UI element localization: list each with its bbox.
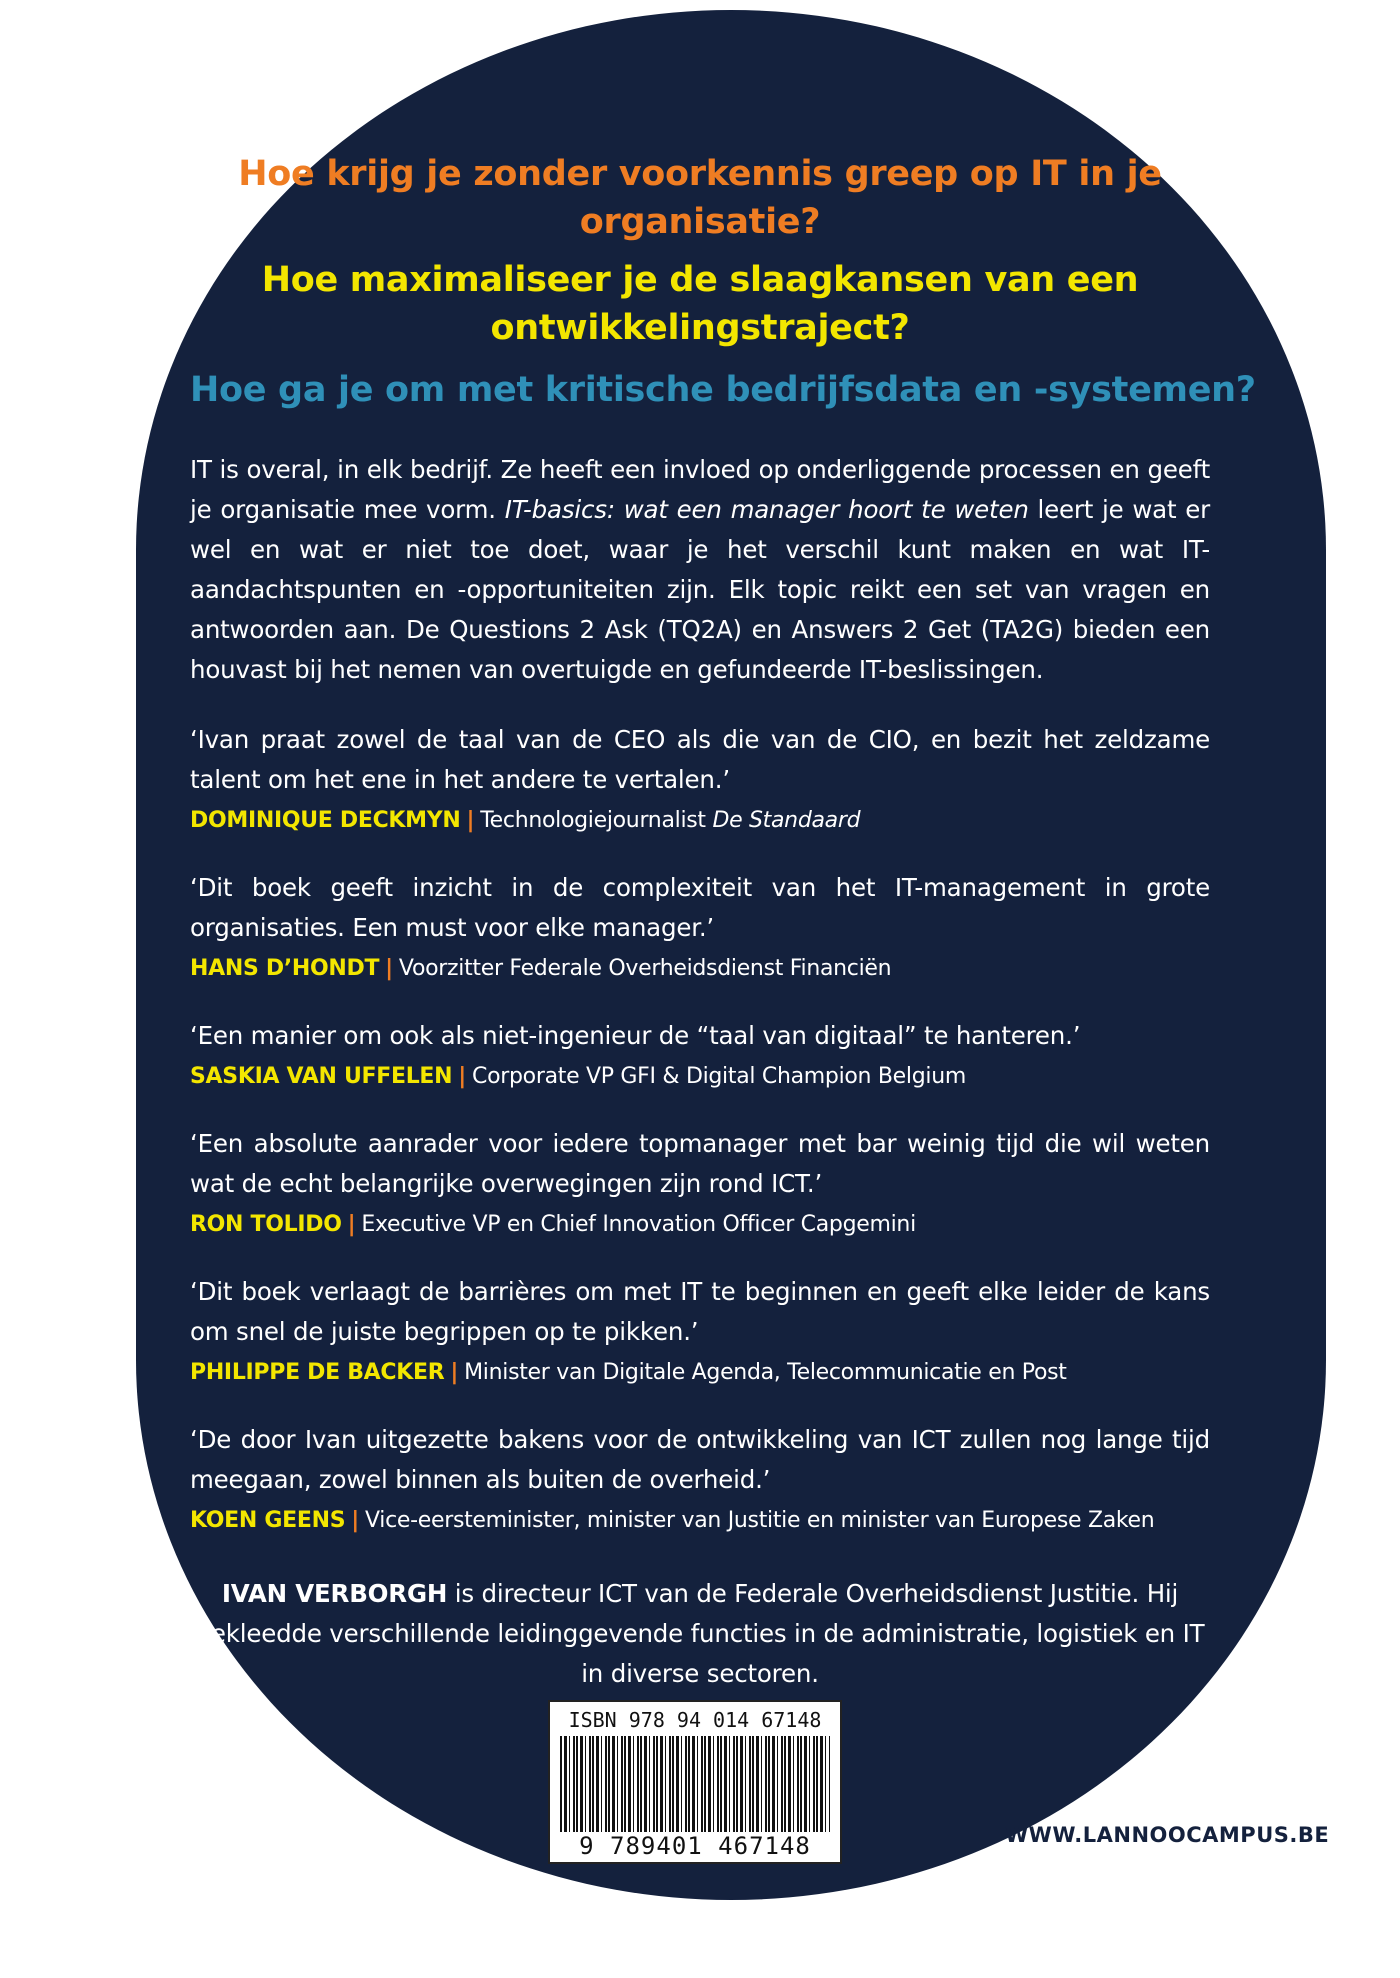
question-1: Hoe krijg je zonder voorkennis greep op IT in je organisatie? xyxy=(238,154,1162,242)
quote-role: Technologiejournalist xyxy=(480,808,713,833)
quote-attribution xyxy=(190,1208,1210,1242)
quote-role: Voorzitter Federale Overheidsdienst Financiën xyxy=(398,956,892,981)
quote-separator: | xyxy=(458,1064,467,1089)
quote-attribution xyxy=(190,1356,1210,1390)
publisher-website: WWW.LANNOOCAMPUS.BE xyxy=(1005,1823,1330,1847)
quote-role: Minister van Digitale Agenda, Telecommunicatie en Post xyxy=(464,1360,1067,1385)
quote-5 xyxy=(190,1272,1210,1390)
quote-attribution xyxy=(190,804,1210,838)
quote-text: ‘Dit boek verlaagt de barrières om met IT te beginnen en geeft elke leider de kans om snel de juiste begrippen op te pikken.’ xyxy=(190,1277,1210,1346)
quote-role: Vice-eersteminister, minister van Justitie en minister van Europese Zaken xyxy=(364,1508,1155,1533)
quote-separator: | xyxy=(347,1212,356,1237)
quote-author: DOMINIQUE DECKMYN xyxy=(190,808,461,833)
isbn-barcode xyxy=(548,1700,842,1864)
question-3: Hoe ga je om met kritische bedrijfsdata en -systemen? xyxy=(190,370,1256,410)
quote-separator: | xyxy=(351,1508,359,1533)
back-cover-content xyxy=(190,150,1256,1694)
quote-separator: | xyxy=(466,808,475,833)
barcode-bars xyxy=(560,1736,830,1834)
quote-text: ‘Ivan praat zowel de taal van de CEO als die van de CIO, en bezit het zeldzame talent om het ene in het andere te vertalen.’ xyxy=(190,725,1210,794)
quote-author: HANS D’HONDT xyxy=(190,956,380,981)
isbn-label: ISBN 978 94 014 67148 xyxy=(568,1708,822,1732)
quote-1 xyxy=(190,720,1210,838)
quote-author: PHILIPPE DE BACKER xyxy=(190,1360,445,1385)
quote-text: ‘Een manier om ook als niet-ingenieur de “taal van digitaal” te hanteren.’ xyxy=(190,1021,1081,1050)
quote-4 xyxy=(190,1124,1210,1242)
intro-text-part1: IT is overal, in elk bedrijf. Ze heeft een invloed op onderliggende processen en geeft je organisatie mee vorm. xyxy=(190,455,1210,524)
quote-role-publication: De Standaard xyxy=(712,808,861,833)
author-bio-text: is directeur ICT van de Federale Overheidsdienst Justitie. Hij bekleedde verschillende leidinggevende functies in de administratie, logistiek en IT in diverse sectoren. xyxy=(195,1579,1205,1688)
quote-text: ‘Een absolute aanrader voor iedere topmanager met bar weinig tijd die wil weten wat de echt belangrijke overwegingen zijn rond ICT.’ xyxy=(190,1129,1210,1198)
quote-attribution xyxy=(190,952,1210,986)
intro-book-title: IT-basics: wat een manager hoort te weten xyxy=(504,495,1029,524)
quote-author: SASKIA VAN UFFELEN xyxy=(190,1064,453,1089)
quote-author: RON TOLIDO xyxy=(190,1212,342,1237)
author-bio xyxy=(190,1574,1210,1694)
quote-text: ‘Dit boek geeft inzicht in de complexiteit van het IT-management in grote organisaties. Een must voor elke manager.’ xyxy=(190,873,1210,942)
quote-role: Executive VP en Chief Innovation Officer Capgemini xyxy=(361,1212,916,1237)
quote-attribution xyxy=(190,1060,1210,1094)
quote-separator: | xyxy=(385,956,393,981)
quote-role: Corporate VP GFI & Digital Champion Belgium xyxy=(472,1064,966,1089)
quote-text: ‘De door Ivan uitgezette bakens voor de ontwikkeling van ICT zullen nog lange tijd meegaan, zowel binnen als buiten de overheid.’ xyxy=(190,1425,1210,1494)
quote-3 xyxy=(190,1016,1210,1094)
barcode-digits: 9 789401 467148 xyxy=(550,1832,840,1860)
author-name: IVAN VERBORGH xyxy=(221,1579,448,1608)
quote-2 xyxy=(190,868,1210,986)
question-2: Hoe maximaliseer je de slaagkansen van een ontwikkelingstraject? xyxy=(261,260,1139,348)
quote-attribution xyxy=(190,1504,1210,1538)
quote-separator: | xyxy=(450,1360,459,1385)
quote-author: KOEN GEENS xyxy=(190,1508,346,1533)
intro-text-part2: leert je wat er wel en wat er niet toe doet, waar je het verschil kunt maken en wat IT-aandachtspunten en -opportuniteiten zijn. Elk topic reikt een set van vragen en antwoorden aan. De Questions 2 Ask (TQ2A) en Answers 2 Get (TA2G) bieden een houvast bij het nemen van overtuigde en gefundeerde IT-beslissingen. xyxy=(190,495,1210,684)
intro-paragraph xyxy=(190,450,1210,690)
quote-6 xyxy=(190,1420,1210,1538)
